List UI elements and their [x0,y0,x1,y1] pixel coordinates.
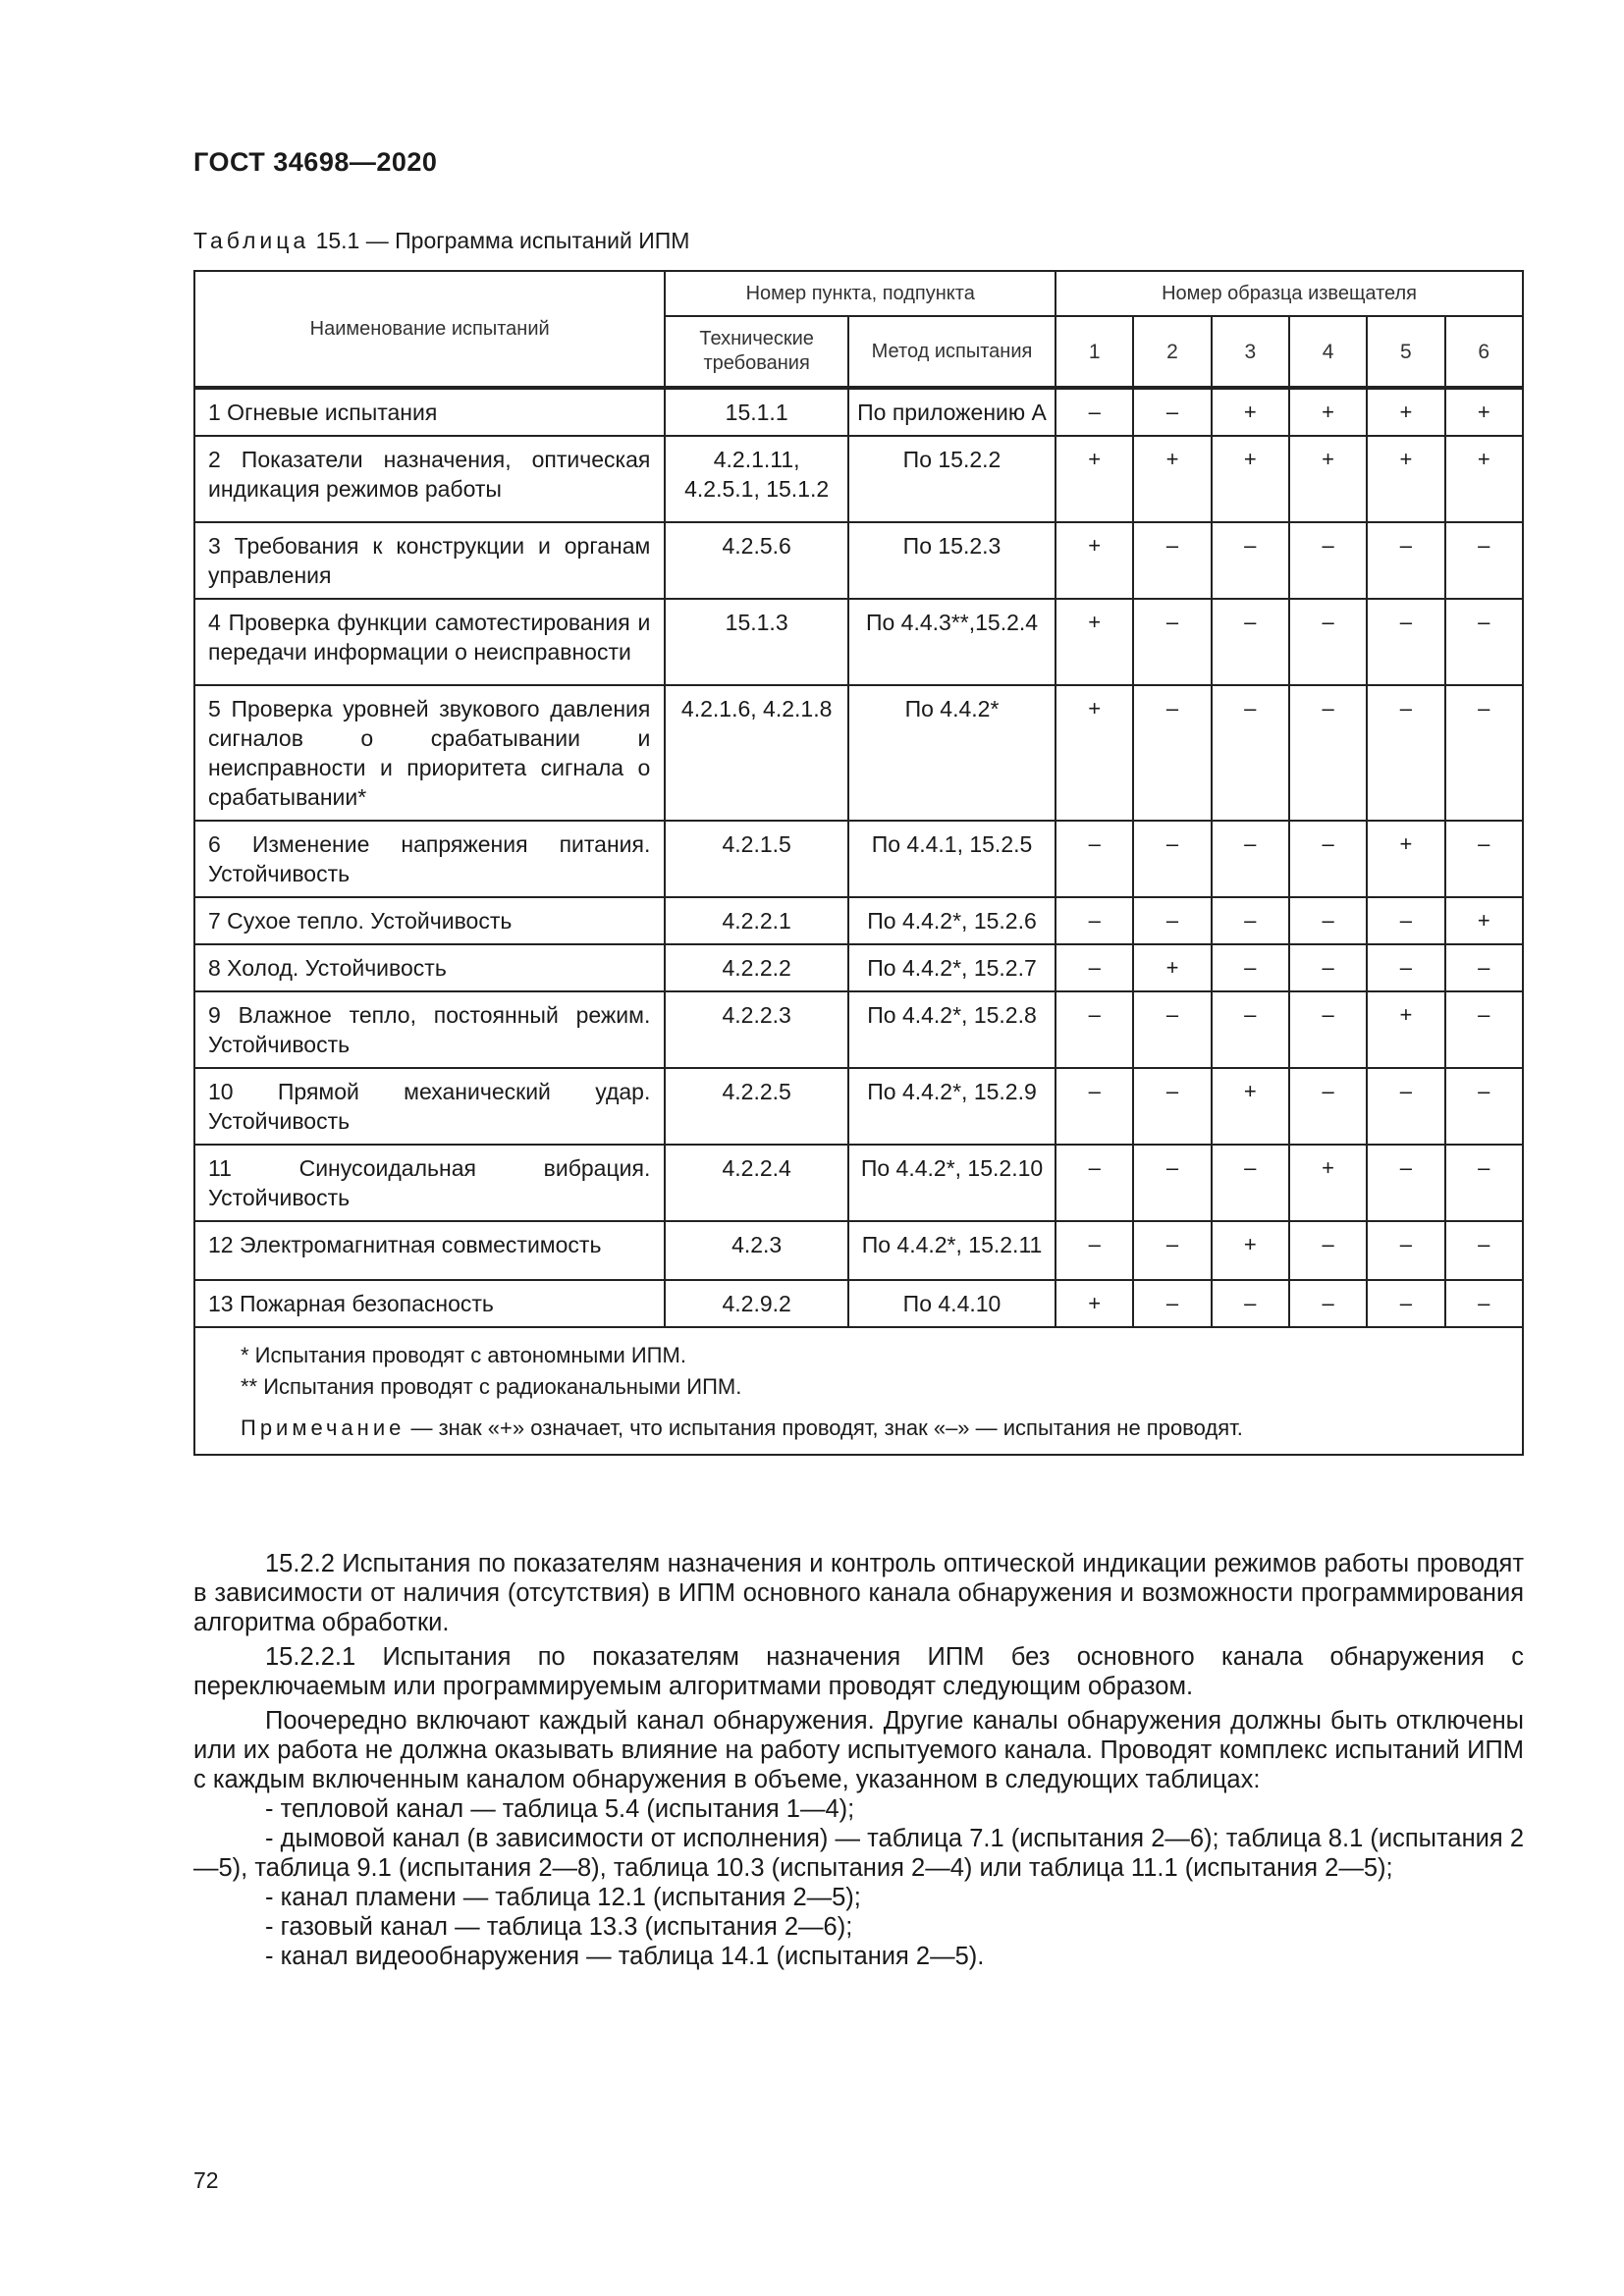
list-item: - канал пламени — таблица 12.1 (испытания 2—5); [265,1884,861,1911]
sample-mark-cell: + [1056,436,1133,522]
table-row [194,522,1523,599]
sample-mark-cell: – [1133,388,1211,436]
sample-mark-cell: – [1367,944,1444,991]
sample-mark-cell: – [1445,1221,1523,1280]
sample-mark-cell: – [1133,1068,1211,1145]
tech-requirement-cell: 4.2.2.2 [665,944,848,991]
tech-requirement-cell: 15.1.1 [665,388,848,436]
test-name-cell: 2 Показатели назначения, оптическая индикация режимов работы [194,436,665,522]
sample-mark-cell: – [1133,897,1211,944]
test-name-cell: 1 Огневые испытания [194,388,665,436]
sample-mark-cell: – [1133,991,1211,1068]
table-row [194,436,1523,522]
sample-mark-cell: + [1056,522,1133,599]
test-name-cell: 4 Проверка функции самотестирования и передачи информации о неисправности [194,599,665,685]
sample-mark-cell: – [1212,944,1289,991]
sample-mark-cell: – [1289,944,1367,991]
test-method-cell: По 4.4.2*, 15.2.8 [848,991,1056,1068]
tech-requirement-cell: 15.1.3 [665,599,848,685]
sample-mark-cell: + [1289,388,1367,436]
tech-requirement-cell: 4.2.2.1 [665,897,848,944]
sample-mark-cell: – [1289,1221,1367,1280]
tech-requirement-cell: 4.2.1.6, 4.2.1.8 [665,685,848,821]
sample-mark-cell: – [1056,1221,1133,1280]
sample-mark-cell: – [1289,522,1367,599]
tech-requirement-cell: 4.2.1.5 [665,821,848,897]
sample-mark-cell: – [1367,599,1444,685]
sample-mark-cell: – [1367,1280,1444,1327]
test-method-cell: По 4.4.3**,15.2.4 [848,599,1056,685]
list-item: - тепловой канал — таблица 5.4 (испытания 1—4); [265,1795,855,1823]
tech-requirement-cell: 4.2.5.6 [665,522,848,599]
list-item: - газовый канал — таблица 13.3 (испытания 2—6); [265,1913,853,1941]
test-method-cell: По приложению А [848,388,1056,436]
test-method-cell: По 15.2.3 [848,522,1056,599]
sample-mark-cell: + [1212,388,1289,436]
test-method-cell: По 4.4.2*, 15.2.6 [848,897,1056,944]
header-sample-number: 3 [1212,316,1289,388]
sample-mark-cell: – [1289,685,1367,821]
sample-mark-cell: + [1212,1068,1289,1145]
table-caption [193,228,689,254]
table-row [194,944,1523,991]
paragraph-15-2-2-1: 15.2.2.1 Испытания по показателям назначения ИПМ без основного канала обнаружения с переключаемым или программируемым алгоритмами проводят следующим образом. [193,1643,1524,1700]
sample-mark-cell: – [1445,1280,1523,1327]
table-row [194,1145,1523,1221]
tech-requirement-cell: 4.2.3 [665,1221,848,1280]
sample-mark-cell: + [1056,685,1133,821]
sample-mark-cell: + [1056,599,1133,685]
sample-mark-cell: – [1133,685,1211,821]
sample-mark-cell: – [1445,1145,1523,1221]
sample-mark-cell: – [1367,1068,1444,1145]
sample-mark-cell: + [1367,991,1444,1068]
sample-mark-cell: – [1133,1280,1211,1327]
header-sample-number: 1 [1056,316,1133,388]
sample-mark-cell: – [1133,1221,1211,1280]
table-footnotes [194,1327,1523,1455]
sample-mark-cell: – [1056,821,1133,897]
test-method-cell: По 4.4.2*, 15.2.10 [848,1145,1056,1221]
header-test-method: Метод испытания [848,316,1056,388]
sample-mark-cell: – [1367,897,1444,944]
sample-mark-cell: + [1133,944,1211,991]
test-method-cell: По 4.4.2*, 15.2.11 [848,1221,1056,1280]
test-program-table [193,270,1524,1456]
tech-requirement-cell: 4.2.2.5 [665,1068,848,1145]
test-method-cell: По 15.2.2 [848,436,1056,522]
table-row [194,821,1523,897]
test-name-cell: 10 Прямой механический удар. Устойчивость [194,1068,665,1145]
sample-mark-cell: – [1212,522,1289,599]
sample-mark-cell: – [1212,1280,1289,1327]
header-clause-group: Номер пункта, подпункта [665,271,1056,316]
test-method-cell: По 4.4.10 [848,1280,1056,1327]
sample-mark-cell: – [1133,522,1211,599]
test-name-cell: 3 Требования к конструкции и органам управления [194,522,665,599]
table-row [194,599,1523,685]
sample-mark-cell: – [1212,685,1289,821]
footnote-single-star: * Испытания проводят с автономными ИПМ. [241,1343,686,1367]
list-item: - канал видеообнаружения — таблица 14.1 (испытания 2—5). [265,1943,985,1970]
sample-mark-cell: – [1445,1068,1523,1145]
sample-mark-cell: + [1445,436,1523,522]
sample-mark-cell: + [1212,1221,1289,1280]
sample-mark-cell: + [1289,1145,1367,1221]
header-sample-number: 4 [1289,316,1367,388]
header-sample-number: 5 [1367,316,1444,388]
sample-mark-cell: – [1445,599,1523,685]
sample-mark-cell: – [1367,522,1444,599]
sample-mark-cell: – [1289,599,1367,685]
tech-requirement-cell: 4.2.2.3 [665,991,848,1068]
paragraph-procedure: Поочередно включают каждый канал обнаружения. Другие каналы обнаружения должны быть отключены или их работа не должна оказывать влияние на работу испытуемого канала. Проводят комплекс испытаний ИПМ с каждым включенным каналом обнаружения в объеме, указанном в следующих таблицах: [193,1707,1524,1793]
sample-mark-cell: – [1056,991,1133,1068]
sample-mark-cell: – [1289,897,1367,944]
sample-mark-cell: – [1289,1280,1367,1327]
test-method-cell: По 4.4.2* [848,685,1056,821]
sample-mark-cell: – [1056,944,1133,991]
tech-requirement-cell: 4.2.2.4 [665,1145,848,1221]
sample-mark-cell: – [1445,821,1523,897]
table-row [194,388,1523,436]
test-name-cell: 12 Электромагнитная совместимость [194,1221,665,1280]
test-method-cell: По 4.4.2*, 15.2.7 [848,944,1056,991]
sample-mark-cell: – [1367,1145,1444,1221]
sample-mark-cell: + [1367,436,1444,522]
header-sample-group: Номер образца извещателя [1056,271,1523,316]
sample-mark-cell: – [1212,821,1289,897]
sample-mark-cell: – [1133,599,1211,685]
sample-mark-cell: – [1133,1145,1211,1221]
header-sample-number: 6 [1445,316,1523,388]
sample-mark-cell: – [1289,821,1367,897]
body-text [193,1549,1524,1971]
sample-mark-cell: – [1289,1068,1367,1145]
footnote-double-star: ** Испытания проводят с радиоканальными ИПМ. [241,1374,742,1399]
document-id-header: ГОСТ 34698—2020 [193,147,438,177]
sample-mark-cell: – [1445,685,1523,821]
sample-mark-cell: – [1445,522,1523,599]
test-name-cell: 9 Влажное тепло, постоянный режим. Устойчивость [194,991,665,1068]
sample-mark-cell: – [1056,1068,1133,1145]
test-method-cell: По 4.4.2*, 15.2.9 [848,1068,1056,1145]
test-name-cell: 13 Пожарная безопасность [194,1280,665,1327]
sample-mark-cell: – [1212,1145,1289,1221]
table-row [194,1280,1523,1327]
sample-mark-cell: + [1056,1280,1133,1327]
test-method-cell: По 4.4.1, 15.2.5 [848,821,1056,897]
sample-mark-cell: + [1212,436,1289,522]
paragraph-15-2-2: 15.2.2 Испытания по показателям назначения и контроль оптической индикации режимов работы проводят в зависимости от наличия (отсутствия) в ИПМ основного канала обнаружения и возможности программирования алгоритма обработки. [193,1550,1524,1636]
sample-mark-cell: – [1212,991,1289,1068]
test-name-cell: 5 Проверка уровней звукового давления сигналов о срабатывании и неисправности и приоритета сигнала о срабатывании* [194,685,665,821]
tech-requirement-cell: 4.2.9.2 [665,1280,848,1327]
header-tech-requirements: Технические требования [665,316,848,388]
tech-requirement-cell: 4.2.1.11, 4.2.5.1, 15.1.2 [665,436,848,522]
sample-mark-cell: + [1445,388,1523,436]
sample-mark-cell: + [1367,388,1444,436]
sample-mark-cell: – [1056,388,1133,436]
sample-mark-cell: – [1445,944,1523,991]
sample-mark-cell: + [1367,821,1444,897]
note-label: Примечание [241,1415,406,1440]
table-row [194,897,1523,944]
sample-mark-cell: – [1212,599,1289,685]
sample-mark-cell: – [1212,897,1289,944]
sample-mark-cell: + [1133,436,1211,522]
header-sample-number: 2 [1133,316,1211,388]
table-row [194,1221,1523,1280]
test-name-cell: 6 Изменение напряжения питания. Устойчивость [194,821,665,897]
note-text: — знак «+» означает, что испытания проводят, знак «–» — испытания не проводят. [405,1415,1243,1440]
table-row [194,1068,1523,1145]
header-test-name: Наименование испытаний [194,271,665,388]
table-note [241,1413,1508,1444]
table-caption-title: 15.1 — Программа испытаний ИПМ [309,228,690,253]
page-number: 72 [193,2167,219,2193]
sample-mark-cell: + [1445,897,1523,944]
table-row [194,685,1523,821]
test-name-cell: 11 Синусоидальная вибрация. Устойчивость [194,1145,665,1221]
table-caption-prefix: Таблица [193,228,310,253]
test-name-cell: 8 Холод. Устойчивость [194,944,665,991]
sample-mark-cell: – [1367,685,1444,821]
sample-mark-cell: – [1133,821,1211,897]
sample-mark-cell: – [1056,1145,1133,1221]
table-body [194,388,1523,1327]
list-item: - дымовой канал (в зависимости от исполнения) — таблица 7.1 (испытания 2—6); таблица 8.1 (испытания 2—5), таблица 9.1 (испытания 2—8), таблица 10.3 (испытания 2—4) или таблица 11.1 (испытания 2—5); [193,1825,1524,1882]
sample-mark-cell: + [1289,436,1367,522]
sample-mark-cell: – [1289,991,1367,1068]
table-row [194,991,1523,1068]
sample-mark-cell: – [1445,991,1523,1068]
sample-mark-cell: – [1056,897,1133,944]
test-name-cell: 7 Сухое тепло. Устойчивость [194,897,665,944]
sample-mark-cell: – [1367,1221,1444,1280]
